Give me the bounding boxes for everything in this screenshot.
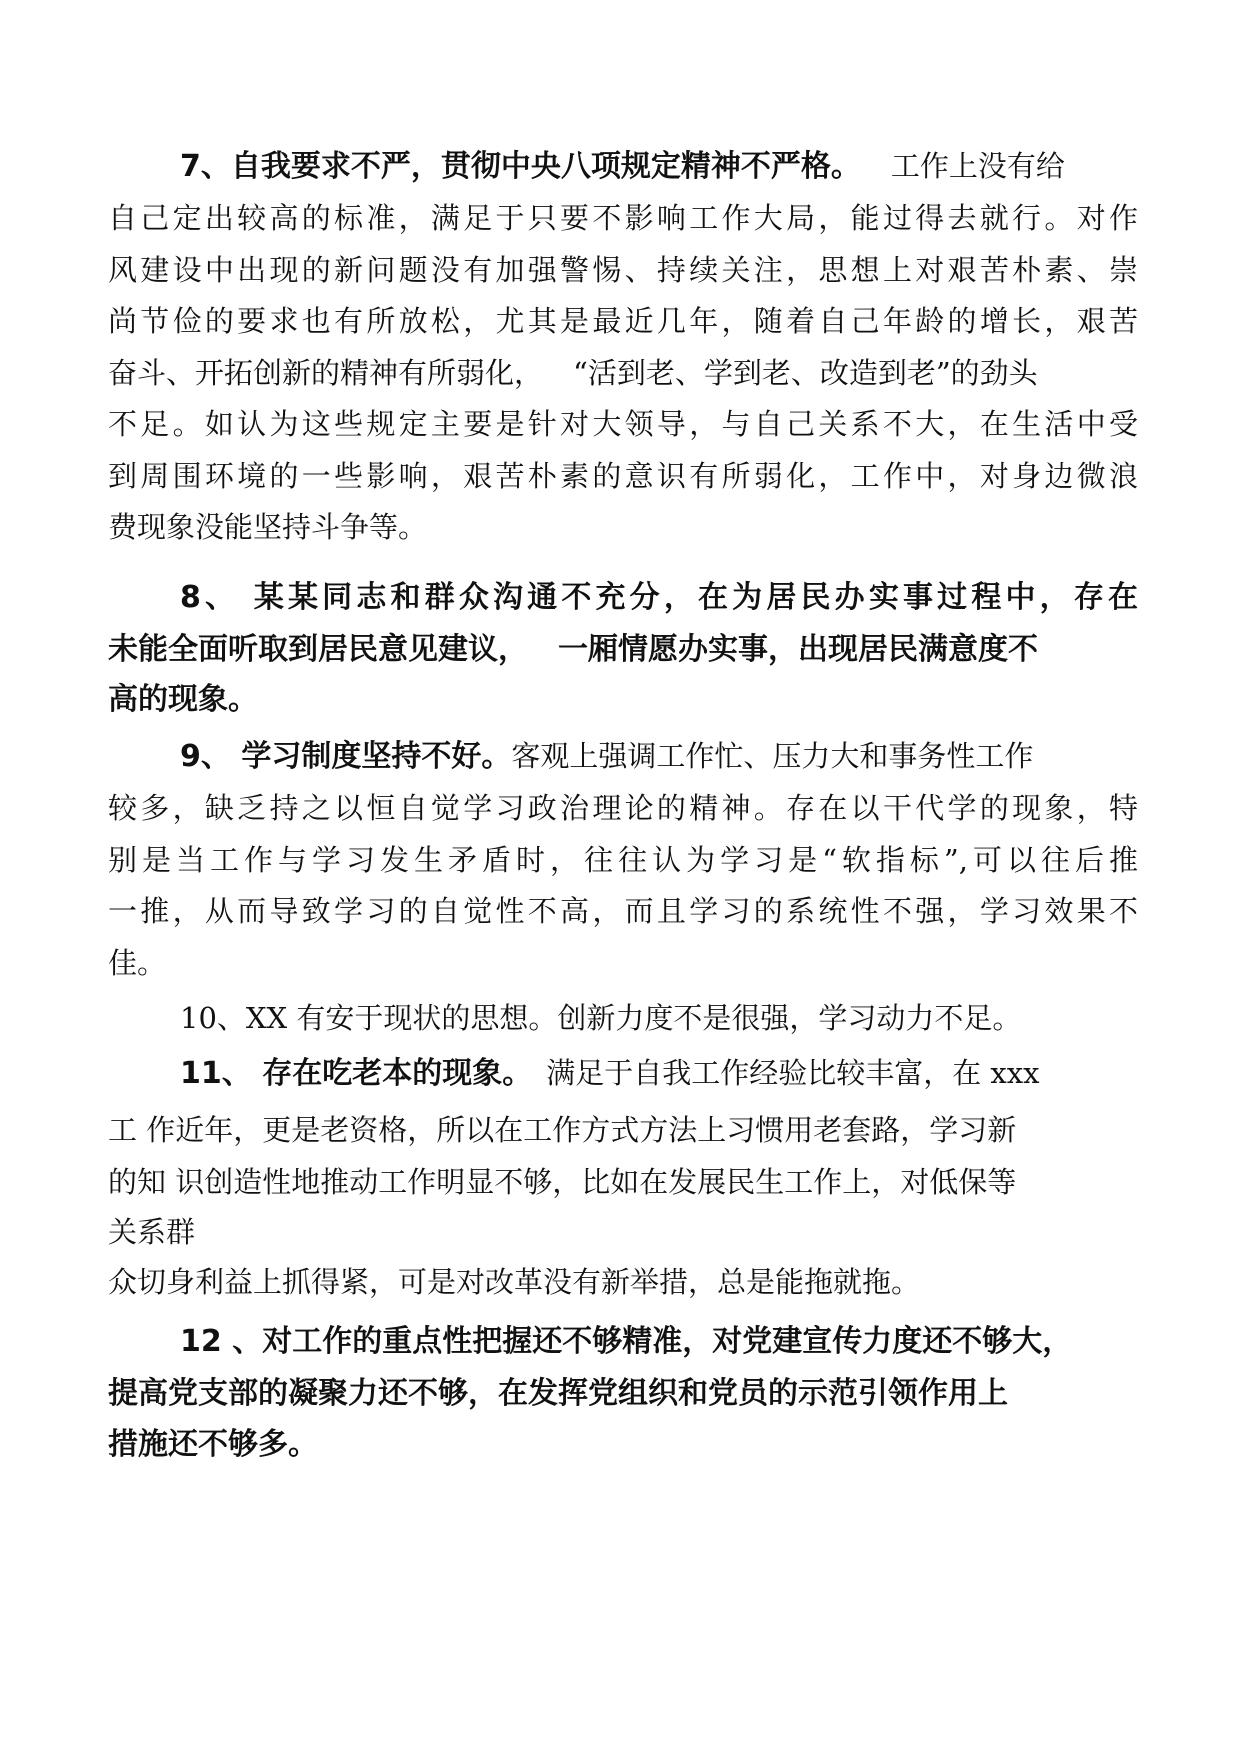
item-7-line-8: 费现象没能坚持斗争等。 (108, 510, 428, 544)
item-9-line-5: 佳。 (108, 946, 167, 980)
item-11-line-3: 的知 识创造性地推动工作明显不够，比如在发展民生工作上，对低保等 (108, 1165, 1017, 1199)
item-7-text: 工作上没有给 (890, 149, 1065, 183)
item-7-line-4: 尚节俭的要求也有所放松，尤其是最近几年，随着自己年龄的增长，艰苦 (108, 304, 1138, 338)
item-11-heading: 11、 存在吃老本的现象。 (180, 1056, 533, 1091)
item-11-text: 满足于自我工作经验比较丰富，在 xxx (546, 1056, 1040, 1090)
item-9-line-4: 一推，从而导致学习的自觉性不高，而且学习的系统性不强，学习效果不 (108, 894, 1138, 928)
item-7-line-7: 到周围环境的一些影响，艰苦朴素的意识有所弱化，工作中，对身边微浪 (108, 459, 1138, 493)
item-11-line-4: 关系群 (108, 1215, 196, 1249)
item-8-line-1: 8、 某某同志和群众沟通不充分，在为居民办实事过程中，存在 (180, 580, 1138, 615)
item-7-line-2: 自己定出较高的标准，满足于只要不影响工作大局，能过得去就行。对作 (108, 201, 1138, 235)
item-9-line-3: 别是当工作与学习发生矛盾时，往往认为学习是“软指标”,可以往后推 (108, 843, 1138, 877)
item-10-line: 10、XX 有安于现状的思想。创新力度不是很强，学习动力不足。 (180, 1001, 1022, 1035)
item-11-line-1 (180, 1053, 1138, 1094)
item-12-line-3: 措施还不够多。 (108, 1427, 318, 1462)
item-7-line-1 (180, 146, 1138, 187)
item-8-text-cont: 一厢情愿办实事，出现居民满意度不 (558, 632, 1038, 667)
item-7-line-5 (108, 353, 1138, 393)
item-9-line-1 (180, 736, 1138, 777)
item-7-quote: “活到老、学到老、改造到老”的劲头 (573, 356, 1038, 390)
item-7-line-3: 风建设中出现的新问题没有加强警惕、持续关注，思想上对艰苦朴素、崇 (108, 253, 1138, 287)
item-11-line-5: 众切身利益上抓得紧，可是对改革没有新举措，总是能拖就拖。 (108, 1265, 921, 1299)
item-8-text: 未能全面听取到居民意见建议， (108, 632, 528, 667)
item-8-line-2 (108, 630, 1138, 670)
item-7-line-6: 不足。如认为这些规定主要是针对大领导，与自己关系不大，在生活中受 (108, 407, 1138, 441)
item-9-text: 客观上强调工作忙、压力大和事务性工作 (511, 739, 1034, 773)
item-7-text: 奋斗、开拓创新的精神有所弱化， (108, 356, 544, 390)
item-12-line-2: 提高党支部的凝聚力还不够，在发挥党组织和党员的示范引领作用上 (108, 1376, 1008, 1411)
item-8-line-3: 高的现象。 (108, 682, 258, 717)
item-7-heading: 7、自我要求不严，贯彻中央八项规定精神不严格。 (180, 149, 861, 184)
item-9-line-2: 较多，缺乏持之以恒自觉学习政治理论的精神。存在以干代学的现象，特 (108, 791, 1138, 825)
item-9-heading: 9、 学习制度坚持不好。 (180, 739, 512, 774)
item-12-line-1: 12 、对工作的重点性把握还不够精准，对党建宣传力度还不够大， (180, 1324, 1073, 1359)
item-11-line-2: 工 作近年，更是老资格，所以在工作方式方法上习惯用老套路，学习新 (108, 1113, 1017, 1147)
